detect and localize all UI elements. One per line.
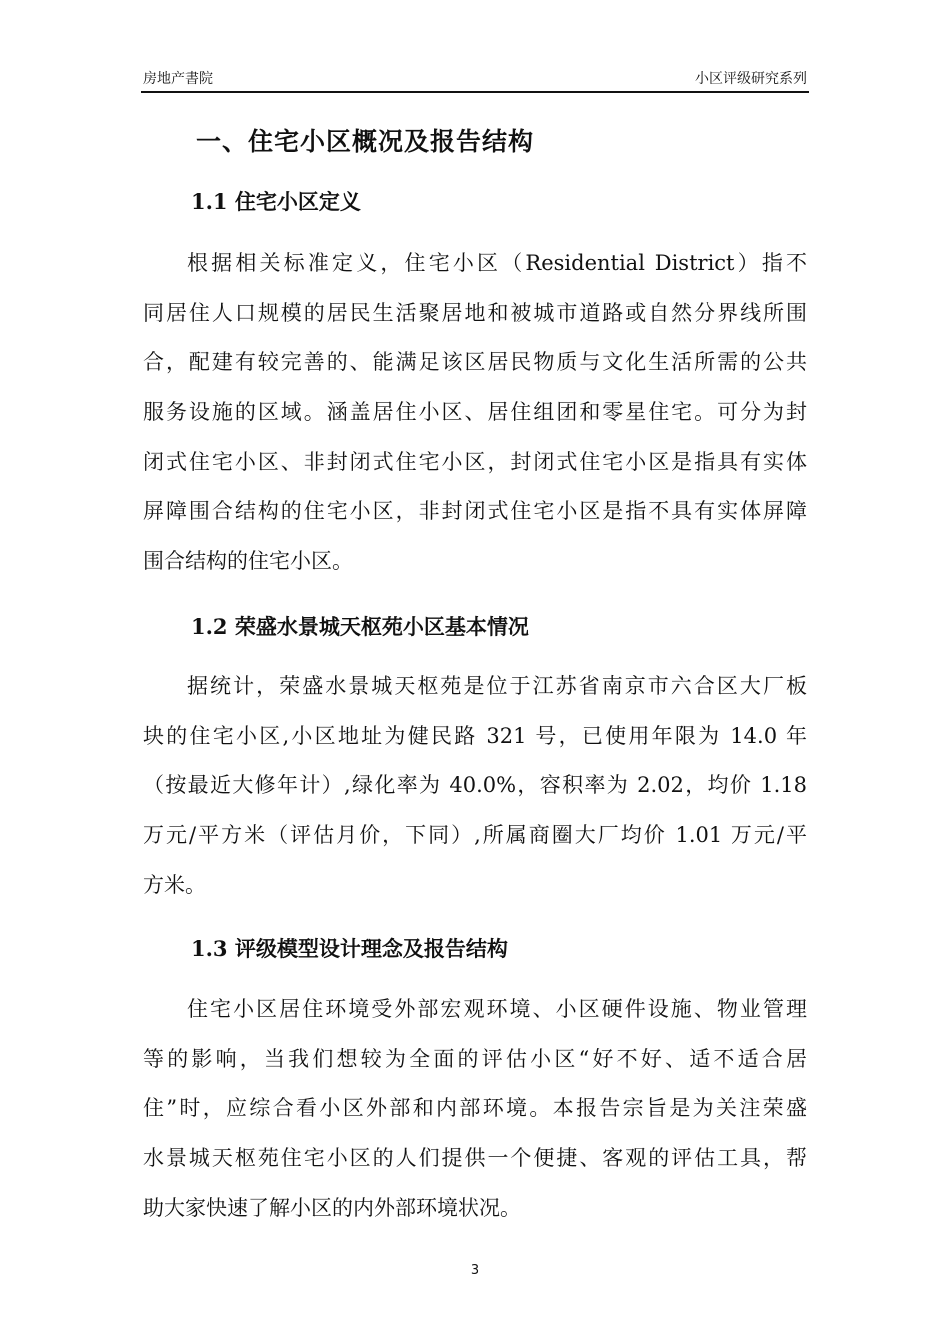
paragraph-line: 闭式住宅小区、非封闭式住宅小区，封闭式住宅小区是指具有实体 [143,449,807,474]
paragraph-line: 万元/平方米（评估月价，下同）,所属商圈大厂均价 1.01 万元/平 [143,823,807,848]
paragraph-line: 服务设施的区域。涵盖居住小区、居住组团和零星住宅。可分为封 [143,400,807,425]
paragraph-line: 围合结构的住宅小区。 [143,549,353,574]
paragraph-line: 同居住人口规模的居民生活聚居地和被城市道路或自然分界线所围 [143,300,807,325]
paragraph-line: 块的住宅小区,小区地址为健民路 321 号，已使用年限为 14.0 年 [143,723,807,748]
paragraph-line: 合，配建有较完善的、能满足该区居民物质与文化生活所需的公共 [143,350,807,375]
page-number: 3 [470,1263,480,1278]
header-right-title: 小区评级研究系列 [695,71,807,87]
paragraph-line: 助大家快速了解小区的内外部环境状况。 [143,1195,521,1220]
paragraph-1-3 [143,985,807,1233]
heading-1-1: 1.1 住宅小区定义 [191,189,361,214]
paragraph-line: 水景城天枢苑住宅小区的人们提供一个便捷、客观的评估工具，帮 [143,1146,807,1171]
section-title: 一、住宅小区概况及报告结构 [196,127,535,156]
paragraph-line: 据统计，荣盛水景城天枢苑是位于江苏省南京市六合区大厂板 [187,674,807,698]
heading-1-3: 1.3 评级模型设计理念及报告结构 [191,936,508,961]
header-left-title: 房地产書院 [143,71,213,87]
paragraph-line: 根据相关标准定义，住宅小区（Residential District）指不 [187,251,807,275]
heading-1-2: 1.2 荣盛水景城天枢苑小区基本情况 [191,614,529,639]
paragraph-1-1 [143,239,807,587]
paragraph-line: 等的影响，当我们想较为全面的评估小区“好不好、适不适合居 [143,1046,807,1071]
header-divider [141,91,809,93]
paragraph-line: 住宅小区居住环境受外部宏观环境、小区硬件设施、物业管理 [187,997,807,1021]
paragraph-line: （按最近大修年计）,绿化率为 40.0%，容积率为 2.02，均价 1.18 [143,773,807,798]
paragraph-line: 屏障围合结构的住宅小区，非封闭式住宅小区是指不具有实体屏障 [143,499,807,524]
paragraph-line: 住”时，应综合看小区外部和内部环境。本报告宗旨是为关注荣盛 [143,1096,807,1121]
paragraph-1-2 [143,662,807,910]
paragraph-line: 方米。 [143,872,206,897]
